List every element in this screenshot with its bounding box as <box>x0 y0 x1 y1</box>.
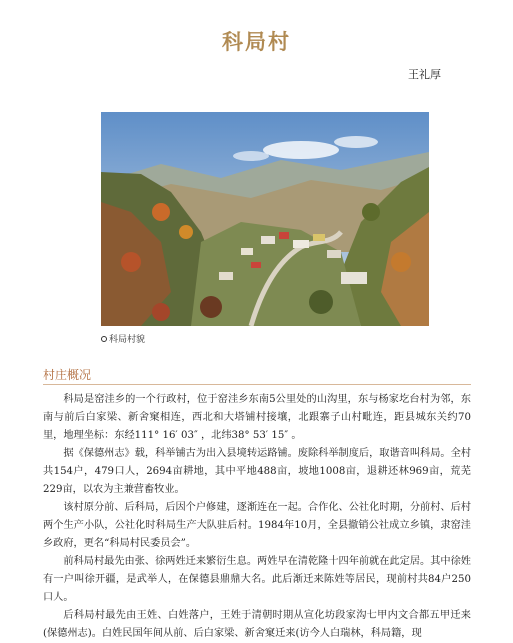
paragraph: 据《保德州志》载，科举铺古为出入县境转运路铺。废除科举制度后，取谐音叫科局。全村共154户，479口人，2694亩耕地，其中平地488亩，坡地1008亩，退耕还林969亩，荒芜229亩，以农为主兼营畜牧业。 <box>43 448 471 495</box>
caption-bullet-icon <box>101 336 107 342</box>
paragraph: 前科局村最先由张、徐两姓迁来繁衍生息。两姓早在清乾隆十四年前就在此定居。其中徐姓有一户叫徐开疆，是武举人，在保德县鼎鼎大名。此后渐迁来陈姓等居民，现前村共84户250口人。 <box>43 556 471 603</box>
paragraph: 后科局村最先由王姓、白姓落户，王姓于清朝时期从宣化坊段家沟七甲内文合都五甲迁来(保德州志)。白姓民国年间从前、后白家梁、新舍窠迁来(访今人白瑞林，科局籍，现 <box>43 610 471 639</box>
section-heading: 村庄概况 <box>43 368 92 382</box>
village-photo <box>101 112 429 326</box>
section-divider <box>43 384 471 385</box>
article-title: 科局村 <box>222 29 291 54</box>
photo-caption <box>101 332 145 345</box>
paragraph: 该村原分前、后科局，后因个户修建，逐渐连在一起。合作化、公社化时期，分前村、后村两个生产小队，公社化时科局生产大队驻后村。1984年10月，全县撤销公社成立乡镇，隶窑洼乡政府，更名“科局村民委员会”。 <box>43 502 471 549</box>
paragraph: 科局是窑洼乡的一个行政村，位于窑洼乡东南5公里处的山沟里，东与杨家圪台村为邻，东南与前后白家梁、新舍窠相连，西北和大塔铺村接壤，北跟寨子山村毗连，距县城东关约70里，地理坐标：东经111° 16′ 03″ ，北纬38° 53′ 15″ 。 <box>43 394 471 441</box>
article-author: 王礼厚 <box>408 68 441 81</box>
photo-caption-text: 科局村貌 <box>109 335 146 345</box>
article-body <box>43 391 471 643</box>
